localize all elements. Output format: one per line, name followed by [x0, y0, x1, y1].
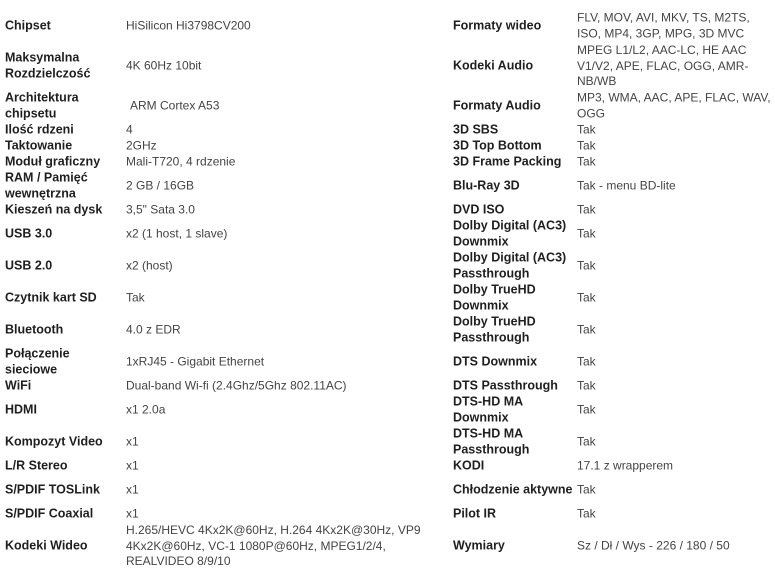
spec-row-usb3	[0, 218, 450, 250]
spec-value: Tak	[577, 506, 596, 521]
spec-value: 2 GB / 16GB	[126, 178, 195, 193]
spec-row-lr-stereo	[0, 458, 450, 474]
spec-row-dimensions	[450, 522, 775, 570]
spec-row-video-codecs	[0, 522, 450, 570]
spec-label: Bluetooth	[5, 322, 64, 337]
spec-row-architecture	[0, 90, 450, 122]
spec-value: Sz / Dł / Wys - 226 / 180 / 50	[577, 538, 730, 553]
spec-row-audio-formats	[450, 90, 775, 122]
spec-value: MPEG L1/L2, AAC-LC, HE AAC V1/V2, APE, FLAC, OGG, AMR-NB/WB	[577, 42, 749, 88]
spec-label: Moduł graficzny	[5, 154, 101, 169]
spec-value: 17.1 z wrapperem	[577, 458, 674, 473]
spec-value: Tak	[577, 138, 596, 153]
spec-row-3d-frame-packing	[450, 154, 775, 170]
spec-label: 3D SBS	[453, 122, 499, 137]
spec-row-dd-passthrough	[450, 250, 775, 282]
spec-label: Czytnik kart SD	[5, 290, 97, 305]
spec-value: x2 (host)	[126, 258, 173, 273]
spec-value: x1	[126, 458, 139, 473]
spec-value: Dual-band Wi-fi (2.4Ghz/5Ghz 802.11AC)	[126, 378, 347, 393]
spec-value: Tak	[577, 122, 596, 137]
spec-value: FLV, MOV, AVI, MKV, TS, M2TS, ISO, MP4, 3GP, MPG, 3D MVC	[577, 10, 750, 40]
spec-label: Dolby Digital (AC3) Passthrough	[453, 250, 567, 280]
spec-label: DTS Downmix	[453, 354, 538, 369]
spec-label: Połączenie sieciowe	[5, 346, 70, 376]
spec-row-wifi	[0, 378, 450, 394]
spec-row-audio-codecs	[450, 42, 775, 90]
spec-label: S/PDIF Coaxial	[5, 506, 94, 521]
spec-label: Maksymalna Rozdzielczość	[5, 50, 91, 80]
spec-row-dvd-iso	[450, 202, 775, 218]
spec-row-cores	[0, 122, 450, 138]
spec-label: USB 3.0	[5, 226, 53, 241]
spec-label: DTS-HD MA Downmix	[453, 394, 523, 424]
spec-value: Tak	[577, 322, 596, 337]
spec-value: x1 2.0a	[126, 402, 166, 417]
spec-label: L/R Stereo	[5, 458, 68, 473]
spec-value: Tak - menu BD-lite	[577, 178, 676, 193]
spec-row-video-formats	[450, 10, 775, 42]
spec-row-dts-downmix	[450, 346, 775, 378]
spec-value: 4	[126, 122, 133, 137]
spec-row-drive-bay	[0, 202, 450, 218]
spec-label: Ilość rdzeni	[5, 122, 74, 137]
spec-label: DTS Passthrough	[453, 378, 558, 393]
spec-label: Chipset	[5, 18, 51, 33]
spec-row-toslink	[0, 474, 450, 506]
spec-value: H.265/HEVC 4Kx2K@60Hz, H.264 4Kx2K@30Hz, VP9 4Kx2K@60Hz, VC-1 1080P@60Hz, MPEG1/2/4, REALVIDEO 8/9/10	[126, 522, 421, 568]
spec-value: 1xRJ45 - Gigabit Ethernet	[126, 354, 265, 369]
spec-row-clock	[0, 138, 450, 154]
spec-value: Tak	[577, 290, 596, 305]
spec-label: Kieszeń na dysk	[5, 202, 103, 217]
spec-label: Taktowanie	[5, 138, 73, 153]
spec-value: x1	[126, 434, 139, 449]
spec-label: S/PDIF TOSLink	[5, 482, 100, 497]
spec-row-dts-passthrough	[450, 378, 775, 394]
spec-row-sd-reader	[0, 282, 450, 314]
spec-label: Kodeki Wideo	[5, 538, 88, 553]
spec-value: Tak	[577, 202, 596, 217]
spec-label: WiFi	[5, 378, 32, 393]
spec-value: HiSilicon Hi3798CV200	[126, 18, 251, 33]
spec-row-usb2	[0, 250, 450, 282]
spec-label: KODI	[453, 458, 485, 473]
spec-row-dd-downmix	[450, 218, 775, 250]
spec-row-composite	[0, 426, 450, 458]
spec-value: x1	[126, 506, 139, 521]
spec-value: Tak	[577, 354, 596, 369]
spec-value: Tak	[577, 154, 596, 169]
spec-row-3d-top-bottom	[450, 138, 775, 154]
spec-row-bluetooth	[0, 314, 450, 346]
spec-row-active-cooling	[450, 474, 775, 506]
spec-label: DTS-HD MA Passthrough	[453, 426, 530, 456]
spec-row-network	[0, 346, 450, 378]
spec-label: Formaty Audio	[453, 98, 541, 113]
spec-value: Tak	[577, 258, 596, 273]
spec-value: ARM Cortex A53	[130, 98, 220, 113]
spec-label: Dolby TrueHD Downmix	[453, 282, 536, 312]
spec-label: DVD ISO	[453, 202, 505, 217]
spec-label: Dolby Digital (AC3) Downmix	[453, 218, 567, 248]
spec-row-bluray-3d	[450, 170, 775, 202]
spec-row-resolution	[0, 50, 450, 82]
spec-label: Pilot IR	[453, 506, 497, 521]
spec-value: 3,5" Sata 3.0	[126, 202, 195, 217]
spec-row-kodi	[450, 458, 775, 474]
spec-value: 2GHz	[126, 138, 157, 153]
spec-row-ir-remote	[450, 506, 775, 522]
spec-label: Architektura chipsetu	[5, 90, 79, 120]
spec-row-ram	[0, 170, 450, 202]
spec-value: Tak	[577, 482, 596, 497]
spec-label: RAM / Pamięć wewnętrzna	[5, 170, 88, 200]
spec-value: x2 (1 host, 1 slave)	[126, 226, 228, 241]
spec-row-coaxial	[0, 506, 450, 522]
spec-value: Tak	[577, 402, 596, 417]
spec-row-truehd-downmix	[450, 282, 775, 314]
spec-label: 3D Top Bottom	[453, 138, 542, 153]
spec-value: MP3, WMA, AAC, APE, FLAC, WAV, OGG	[577, 90, 771, 120]
spec-value: 4.0 z EDR	[126, 322, 181, 337]
spec-label: Formaty wideo	[453, 18, 542, 33]
spec-value: 4K 60Hz 10bit	[126, 58, 202, 73]
spec-value: Tak	[577, 434, 596, 449]
spec-value: Mali-T720, 4 rdzenie	[126, 154, 236, 169]
spec-label: Kodeki Audio	[453, 58, 534, 73]
spec-value: Tak	[126, 290, 145, 305]
spec-label: Wymiary	[453, 538, 505, 553]
spec-row-dtshd-passthrough	[450, 426, 775, 458]
spec-label: Dolby TrueHD Passthrough	[453, 314, 536, 344]
spec-row-hdmi	[0, 394, 450, 426]
spec-label: Kompozyt Video	[5, 434, 103, 449]
spec-row-dtshd-downmix	[450, 394, 775, 426]
spec-value: Tak	[577, 378, 596, 393]
spec-label: Blu-Ray 3D	[453, 178, 520, 193]
spec-label: HDMI	[5, 402, 37, 417]
spec-label: USB 2.0	[5, 258, 53, 273]
spec-row-3d-sbs	[450, 122, 775, 138]
spec-value: Tak	[577, 226, 596, 241]
spec-row-gpu	[0, 154, 450, 170]
spec-label: Chłodzenie aktywne	[453, 482, 573, 497]
spec-row-chipset	[0, 10, 450, 42]
spec-row-truehd-passthrough	[450, 314, 775, 346]
spec-label: 3D Frame Packing	[453, 154, 562, 169]
spec-value: x1	[126, 482, 139, 497]
